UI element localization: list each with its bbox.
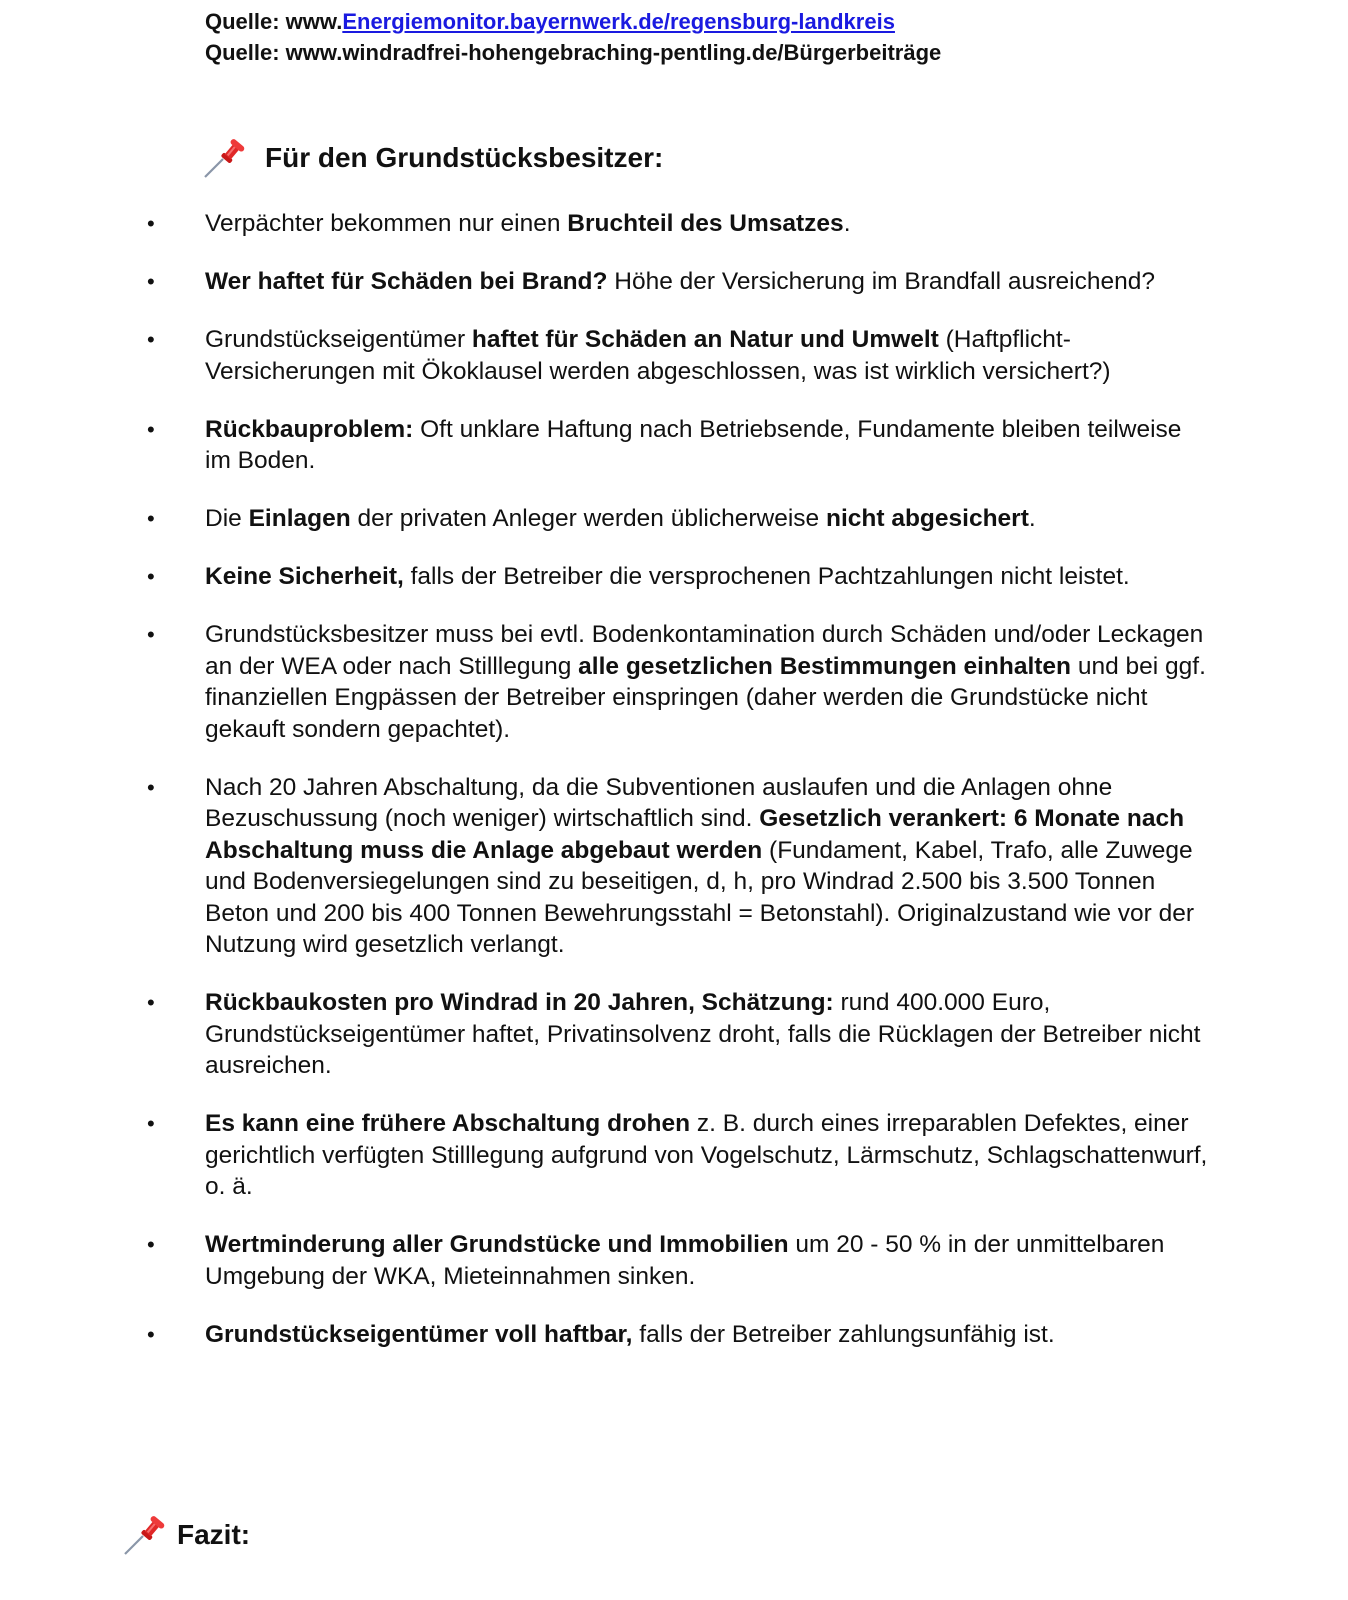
bold-text: Bruchteil des Umsatzes: [567, 210, 844, 237]
list-item: [0, 414, 1210, 477]
item-text: Die: [205, 505, 249, 532]
item-text: z. B. durch eines irreparablen Defektes, einer gerichtlich verfügten Stilllegung aufgrund von Vogelschutz, Lärmschutz, Schlagschattenwurf, o. ä.: [205, 1110, 1208, 1200]
item-text: Nach 20 Jahren Abschaltung, da die Subventionen auslaufen und die Anlagen ohne Bezuschussung (noch weniger) wirtschaftlich sind.: [205, 773, 1113, 832]
bold-text: Gesetzlich verankert: 6 Monate nach Abschaltung muss die Anlage abgebaut werden: [205, 805, 1185, 864]
source-text: Quelle: www.windradfrei-hohengebraching-pentling.de/Bürgerbeiträge: [205, 40, 942, 65]
bold-text: Grundstückseigentümer voll haftbar,: [205, 1320, 633, 1348]
list-item: [0, 1108, 1210, 1203]
list-item: [0, 987, 1210, 1082]
bullet-icon: •: [147, 564, 155, 589]
item-text: .: [1028, 505, 1036, 532]
sources-block: [205, 6, 941, 68]
item-text: Grundstücksbesitzer muss bei evtl. Bodenkontamination durch Schäden und/oder Leckagen an der WEA oder nach Stilllegung: [205, 621, 1204, 680]
bold-text: Rückbauproblem:: [205, 415, 414, 443]
item-text: der privaten Anleger werden üblicherweise: [350, 505, 826, 532]
source-link-energiemonitor[interactable]: Energiemonitor.bayernwerk.de/regensburg-landkreis: [342, 9, 895, 34]
item-text: Grundstückseigentümer: [205, 326, 472, 353]
bullet-list: [0, 208, 1348, 1377]
item-text: (Fundament, Kabel, Trafo, alle Zuwege und Bodenversiegelungen sind zu beseitigen, d, h, pro Windrad 2.500 bis 3.500 Tonnen Beton und 200 bis 400 Tonnen Bewehrungsstahl = Betonstahl). Originalzustand wie vor der Nutzung wird gesetzlich verlangt.: [205, 836, 1195, 958]
conclusion-title: Fazit:: [177, 1519, 251, 1550]
conclusion-heading: [123, 1514, 250, 1556]
list-item: [0, 324, 1210, 387]
bullet-icon: •: [147, 269, 155, 294]
bullet-icon: •: [147, 774, 155, 800]
item-text: falls der Betreiber die versprochenen Pachtzahlungen nicht leistet.: [403, 563, 1130, 590]
item-text: Verpächter bekommen nur einen: [205, 210, 568, 237]
list-item: [0, 266, 1210, 298]
bold-text: Wer haftet für Schäden bei Brand?: [205, 268, 608, 295]
bold-text: Keine Sicherheit,: [205, 563, 404, 590]
source-prefix: Quelle: www.: [205, 9, 343, 34]
item-text: Höhe der Versicherung im Brandfall ausreichend?: [607, 268, 1155, 295]
section-heading: [203, 137, 663, 179]
list-item: [0, 561, 1210, 593]
list-item: [0, 208, 1210, 240]
item-text: Oft unklare Haftung nach Betriebsende, Fundamente bleiben teilweise im Boden.: [205, 415, 1182, 474]
bullet-icon: •: [147, 1111, 155, 1136]
list-item: [0, 1319, 1210, 1351]
section-title: Für den Grundstücksbesitzer:: [265, 142, 664, 173]
bullet-icon: •: [147, 506, 155, 531]
list-item: [0, 1229, 1210, 1292]
item-text: rund 400.000 Euro, Grundstückseigentümer haftet, Privatinsolvenz droht, falls die Rücklagen der Betreiber nicht ausreichen.: [205, 989, 1201, 1079]
item-text: falls der Betreiber zahlungsunfähig ist.: [632, 1320, 1055, 1348]
bullet-icon: •: [147, 1321, 155, 1347]
bold-text: alle gesetzlichen Bestimmungen einhalten: [578, 652, 1072, 680]
bullet-icon: •: [147, 211, 155, 236]
item-text: (Haftpflicht-Versicherungen mit Ökoklausel werden abgeschlossen, was ist wirklich versichert?): [205, 326, 1111, 385]
bullet-icon: •: [147, 1232, 155, 1257]
source-line-2: [205, 37, 941, 68]
pushpin-icon: [203, 137, 247, 179]
item-text: .: [843, 210, 851, 237]
list-item: [0, 772, 1210, 961]
list-item: [0, 503, 1210, 535]
source-line-1: [205, 6, 941, 37]
bold-text: haftet für Schäden an Natur und Umwelt: [471, 326, 939, 353]
bullet-icon: •: [147, 990, 155, 1015]
bold-text: Wertminderung aller Grundstücke und Immobilien: [205, 1231, 789, 1258]
pushpin-icon: [123, 1514, 167, 1556]
bullet-icon: •: [147, 416, 155, 442]
bold-text: nicht abgesichert: [826, 505, 1029, 532]
item-text: um 20 - 50 % in der unmittelbaren Umgebung der WKA, Mieteinnahmen sinken.: [205, 1231, 1165, 1290]
bullet-icon: •: [147, 622, 155, 647]
bold-text: Rückbaukosten pro Windrad in 20 Jahren, Schätzung:: [205, 989, 834, 1016]
bold-text: Einlagen: [248, 505, 351, 532]
bullet-icon: •: [147, 327, 155, 352]
item-text: und bei ggf. finanziellen Engpässen der Betreiber einspringen (daher werden die Grundstücke nicht gekauft sondern gepachtet).: [205, 652, 1206, 743]
list-item: [0, 619, 1210, 745]
bold-text: Es kann eine frühere Abschaltung drohen: [205, 1110, 691, 1137]
